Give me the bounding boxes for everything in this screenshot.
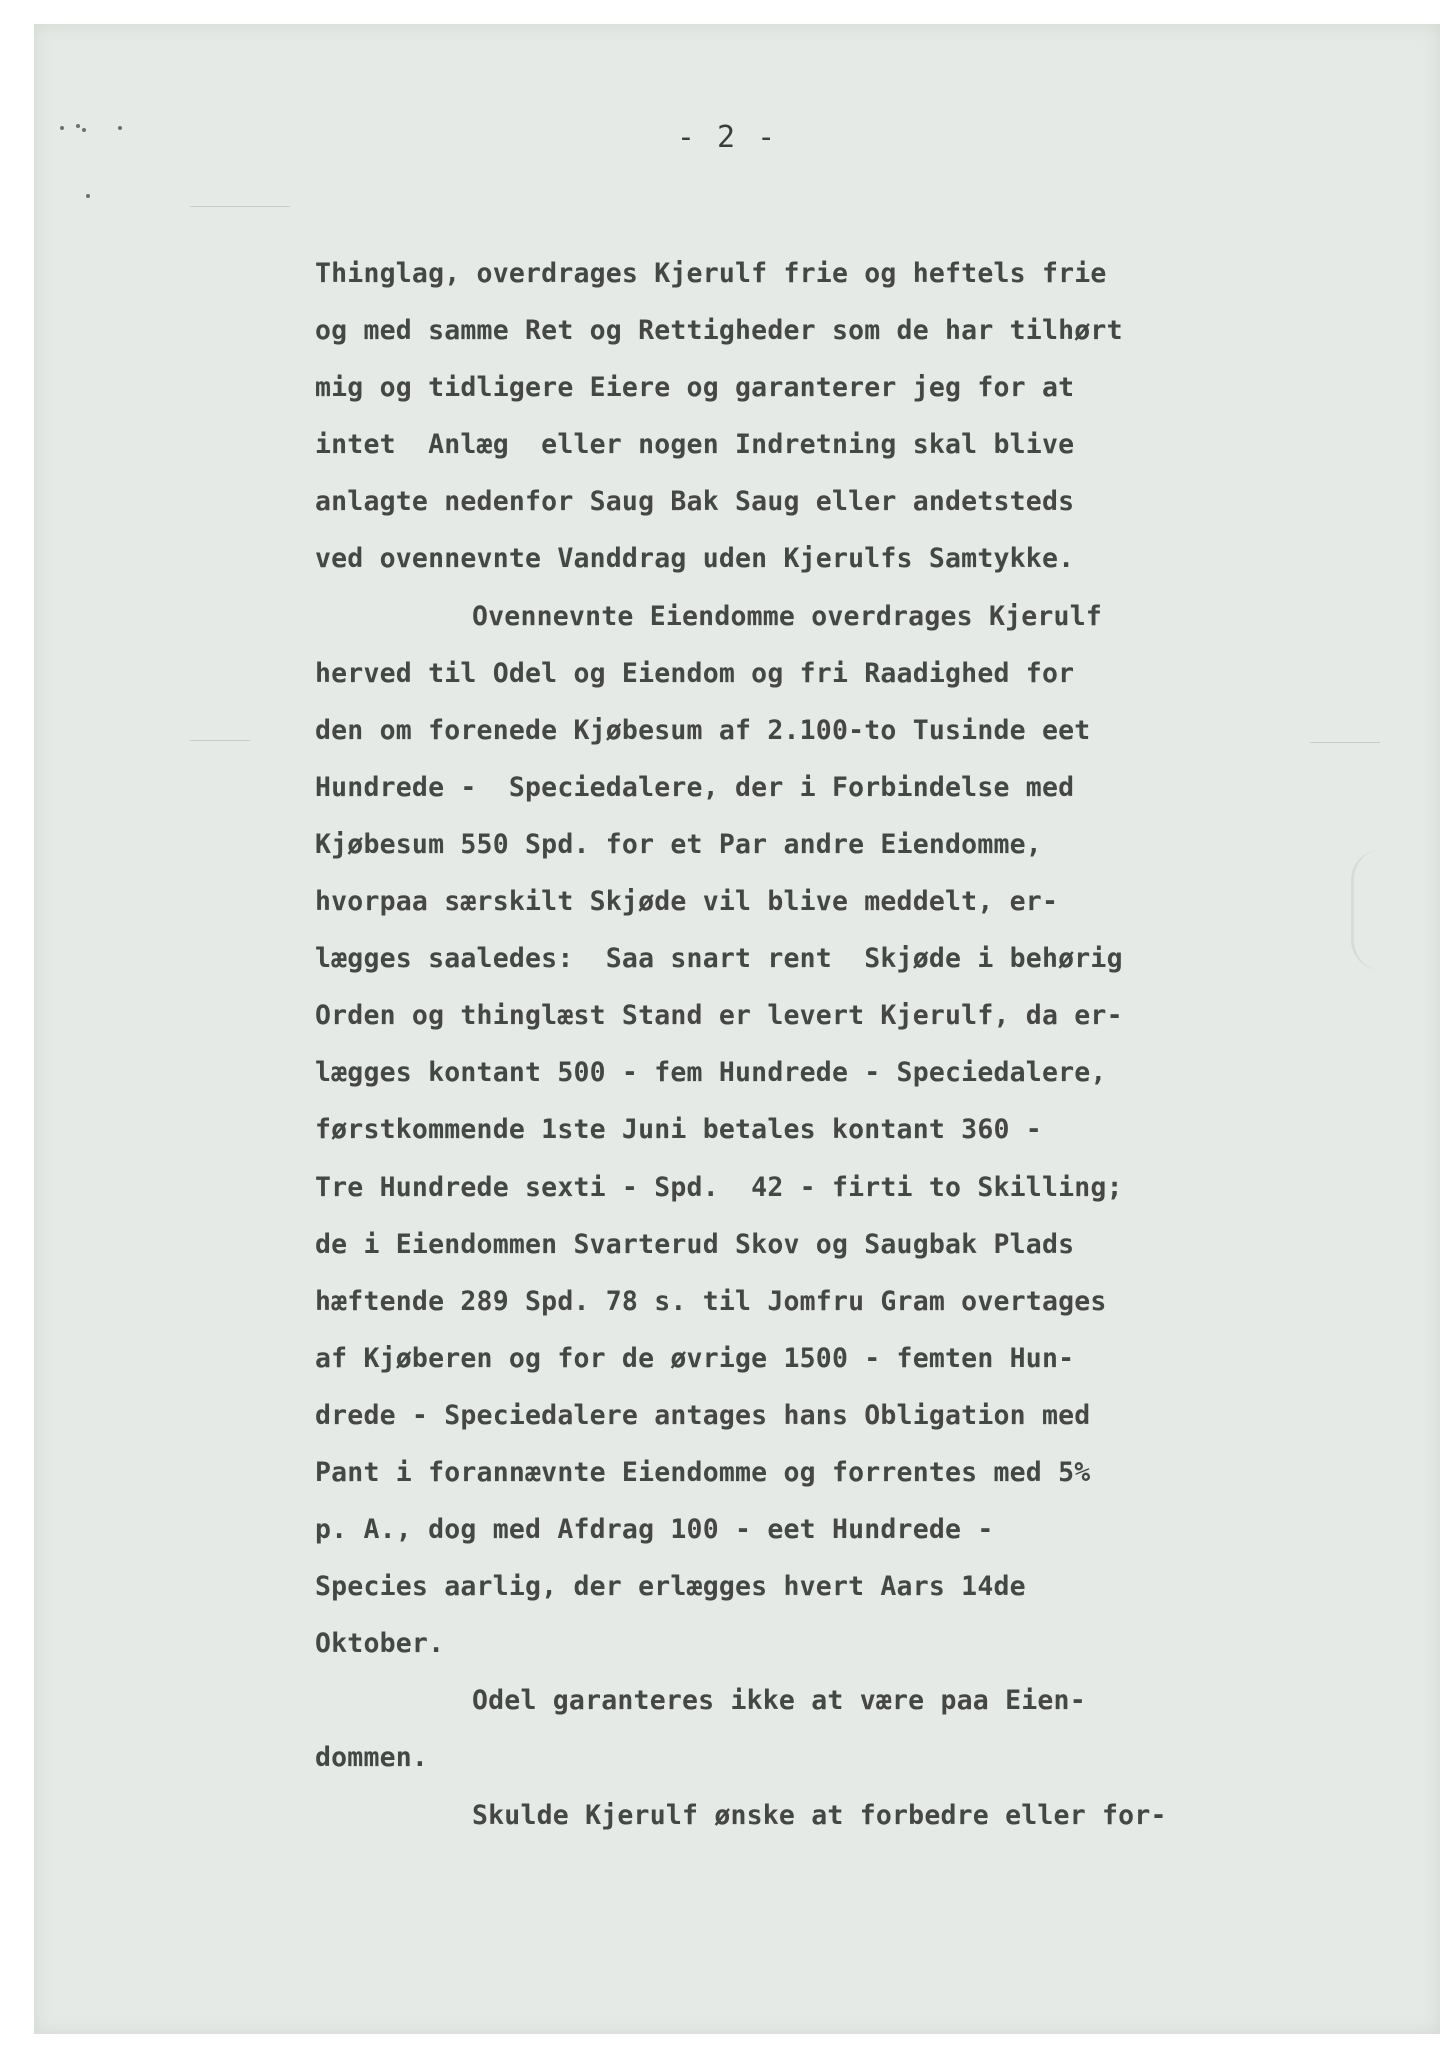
text-line: af Kjøberen og for de øvrige 1500 - femten Hun- (315, 1342, 1075, 1374)
text-line: hæftende 289 Spd. 78 s. til Jomfru Gram overtages (315, 1285, 1107, 1317)
text-line: p. A., dog med Afdrag 100 - eet Hundrede - (315, 1514, 994, 1546)
text-line: Kjøbesum 550 Spd. for et Par andre Eiendomme, (315, 828, 1042, 860)
faint-mark (1310, 742, 1380, 743)
text-line: Hundrede - Speciedalere, der i Forbindelse med (315, 771, 1075, 803)
text-line: og med samme Ret og Rettigheder som de har tilhørt (315, 315, 1123, 347)
text-line: drede - Speciedalere antages hans Obligation med (315, 1399, 1091, 1431)
bleed-through-mark (1351, 850, 1424, 970)
text-line: mig og tidligere Eiere og garanterer jeg for at (315, 372, 1075, 404)
text-line: de i Eiendommen Svarterud Skov og Saugbak Plads (315, 1228, 1075, 1260)
text-line: ved ovennevnte Vanddrag uden Kjerulfs Samtykke. (315, 543, 1075, 575)
text-line: anlagte nedenfor Saug Bak Saug eller andetsteds (315, 486, 1075, 518)
text-line: Odel garanteres ikke at være paa Eien- (472, 1685, 1086, 1717)
faint-mark (190, 740, 250, 741)
text-line: hvorpaa særskilt Skjøde vil blive meddelt, er- (315, 886, 1059, 918)
text-line: lægges kontant 500 - fem Hundrede - Speciedalere, (315, 1057, 1107, 1089)
text-line: Orden og thinglæst Stand er levert Kjerulf, da er- (315, 1000, 1123, 1032)
faint-mark (190, 206, 290, 207)
text-line: Skulde Kjerulf ønske at forbedre eller for- (472, 1799, 1167, 1831)
text-line: Species aarlig, der erlægges hvert Aars 14de (315, 1571, 1026, 1603)
text-line: herved til Odel og Eiendom og fri Raadighed for (315, 657, 1075, 689)
text-line: Ovennevnte Eiendomme overdrages Kjerulf (472, 600, 1103, 632)
text-line: førstkommende 1ste Juni betales kontant 360 - (315, 1114, 1042, 1146)
text-line: den om forenede Kjøbesum af 2.100-to Tusinde eet (315, 714, 1091, 746)
text-line: Thinglag, overdrages Kjerulf frie og heftels frie (315, 258, 1107, 289)
text-line: lægges saaledes: Saa snart rent Skjøde i behørig (315, 943, 1123, 975)
page-number: - 2 - (676, 120, 778, 155)
text-line: dommen. (315, 1742, 429, 1774)
text-line: Oktober. (315, 1628, 445, 1660)
text-line: Pant i forannævnte Eiendomme og forrentes med 5% (315, 1456, 1091, 1488)
text-line: Tre Hundrede sexti - Spd. 42 - firti to Skilling; (315, 1171, 1123, 1203)
body-text (315, 254, 1315, 1853)
text-line: intet Anlæg eller nogen Indretning skal blive (315, 429, 1075, 461)
